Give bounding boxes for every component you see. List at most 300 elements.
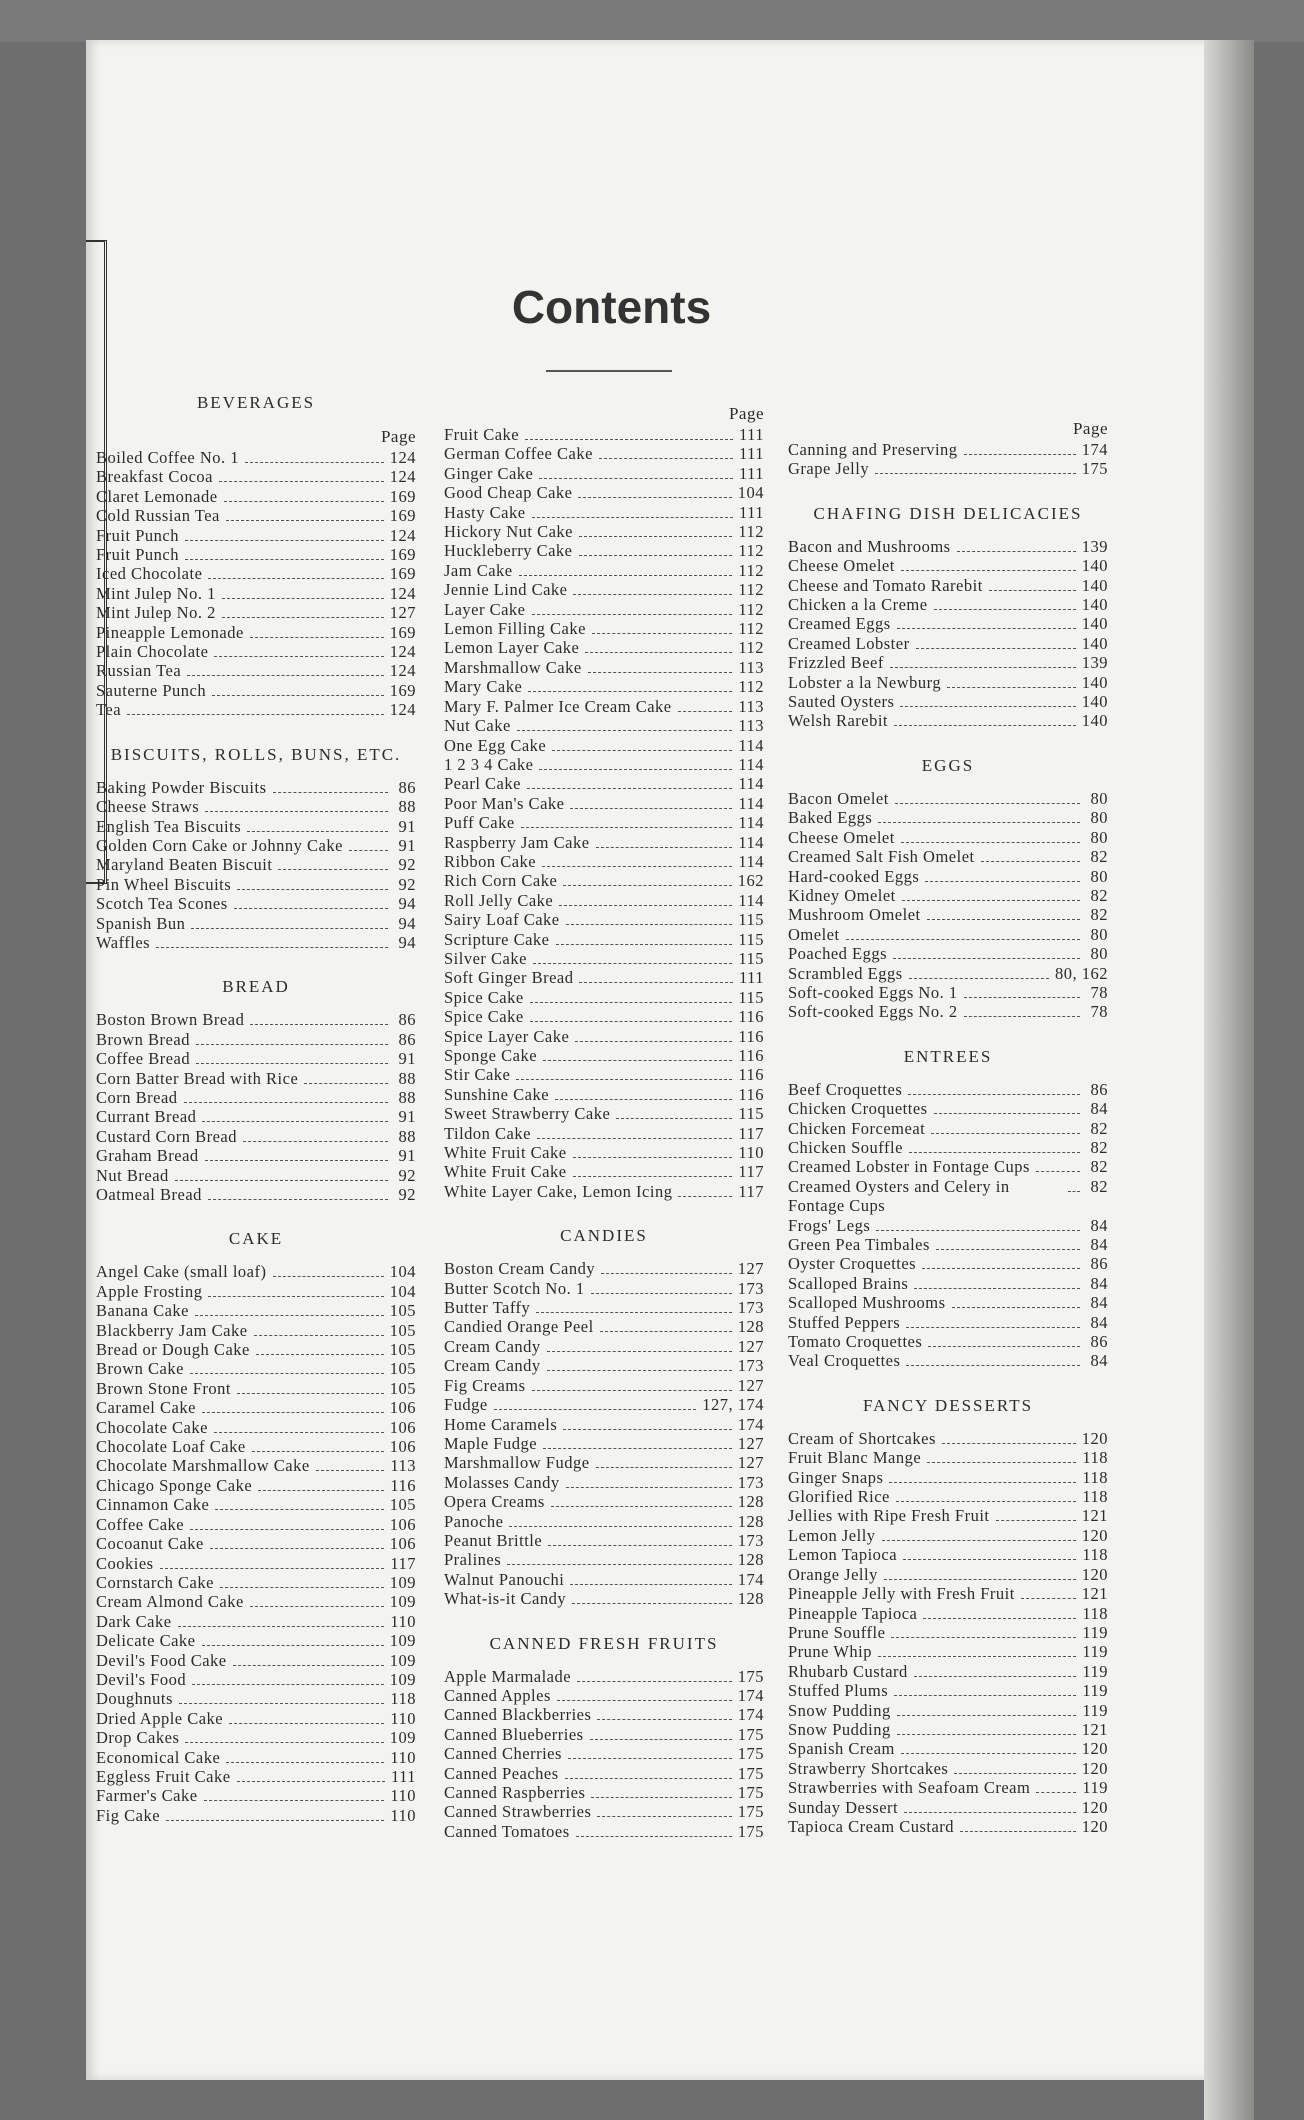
contents-entry	[96, 1398, 416, 1417]
entry-name: Dried Apple Cake	[96, 1708, 224, 1728]
entry-page-number: 82	[1090, 847, 1108, 867]
dot-leader	[588, 672, 733, 673]
entry-page-number: 140	[1081, 595, 1108, 615]
contents-entry	[444, 638, 764, 657]
dot-leader	[893, 958, 1080, 959]
contents-entry	[96, 875, 416, 894]
dot-leader	[925, 881, 1080, 882]
dot-leader	[573, 1157, 733, 1158]
entry-name: Waffles	[96, 932, 151, 952]
entry-page-number: 119	[1082, 1681, 1108, 1701]
page-column-label: Page	[380, 427, 416, 446]
entry-name: Sunday Dessert	[788, 1797, 899, 1817]
entry-name: Fruit Punch	[96, 525, 179, 545]
dot-leader	[678, 711, 733, 712]
dot-leader	[592, 633, 732, 634]
entry-page-number: 124	[389, 642, 416, 662]
entry-name: Good Cheap Cake	[444, 483, 573, 503]
entry-name: Snow Pudding	[788, 1719, 891, 1739]
entry-name: Stuffed Plums	[788, 1681, 889, 1701]
contents-entry	[788, 1177, 1108, 1216]
entry-name: Devil's Food Cake	[96, 1650, 227, 1670]
entry-name: Lemon Tapioca	[788, 1545, 898, 1565]
contents-entry	[788, 1138, 1108, 1157]
contents-entry	[788, 1778, 1108, 1797]
contents-entry	[444, 1802, 764, 1821]
dot-leader	[273, 792, 389, 793]
dot-leader	[542, 866, 732, 867]
contents-entry	[788, 1216, 1108, 1235]
contents-entry	[96, 1127, 416, 1146]
contents-entry	[96, 1476, 416, 1495]
dot-leader	[202, 1645, 384, 1646]
entry-page-number: 117	[738, 1181, 764, 1201]
dot-leader	[936, 1249, 1080, 1250]
entry-name: Tomato Croquettes	[788, 1332, 923, 1352]
contents-entry	[444, 1434, 764, 1453]
entry-page-number: 112	[738, 541, 764, 561]
dot-leader	[252, 1451, 384, 1452]
entry-list	[96, 778, 416, 953]
entry-page-number: 128	[737, 1492, 764, 1512]
entry-name: Ribbon Cake	[444, 851, 537, 871]
entry-name: Silver Cake	[444, 948, 527, 968]
contents-entry	[96, 1709, 416, 1728]
contents-entry	[788, 1642, 1108, 1661]
entry-name: Fruit Blanc Mange	[788, 1448, 922, 1468]
entry-page-number: 124	[389, 467, 416, 487]
dot-leader	[575, 1041, 732, 1042]
entry-page-number: 82	[1090, 885, 1108, 905]
entry-page-number: 109	[389, 1728, 416, 1748]
dot-leader	[896, 1501, 1077, 1502]
entry-name: Sauterne Punch	[96, 680, 207, 700]
entry-name: Fruit Punch	[96, 545, 179, 565]
dot-leader	[954, 1773, 1075, 1774]
entry-name: Lemon Layer Cake	[444, 638, 580, 658]
dot-leader	[906, 1327, 1080, 1328]
contents-entry	[788, 1506, 1108, 1525]
entry-name: Veal Croquettes	[788, 1351, 901, 1371]
contents-entry	[444, 833, 764, 852]
entry-page-number: 162	[737, 871, 764, 891]
entry-page-number: 86	[398, 1029, 416, 1049]
entry-name: Poor Man's Cake	[444, 793, 565, 813]
entry-page-number: 106	[389, 1534, 416, 1554]
entry-name: Puff Cake	[444, 813, 515, 833]
entry-page-number: 94	[398, 894, 416, 914]
contents-entry	[96, 1069, 416, 1088]
dot-leader	[532, 1390, 732, 1391]
contents-entry	[444, 910, 764, 929]
entry-list	[788, 440, 1108, 479]
entry-list	[444, 425, 764, 1201]
dot-leader	[900, 706, 1075, 707]
dot-leader	[573, 594, 732, 595]
contents-entry	[444, 813, 764, 832]
contents-entry	[444, 716, 764, 735]
entry-name: Bread or Dough Cake	[96, 1340, 250, 1360]
contents-entry	[788, 595, 1108, 614]
section-heading: BISCUITS, ROLLS, BUNS, ETC.	[110, 744, 402, 764]
entry-page-number: 119	[1082, 1661, 1108, 1681]
dot-leader	[570, 1584, 731, 1585]
dot-leader	[273, 1276, 384, 1277]
entry-name: Maryland Beaten Biscuit	[96, 855, 273, 875]
entry-page-number: 106	[389, 1437, 416, 1457]
contents-entry	[788, 1119, 1108, 1138]
entry-name: Oatmeal Bread	[96, 1185, 202, 1204]
entry-page-number: 114	[738, 813, 764, 833]
entry-name: Sweet Strawberry Cake	[444, 1104, 611, 1124]
dot-leader	[573, 1176, 733, 1177]
contents-entry	[444, 1298, 764, 1317]
entry-page-number: 118	[1082, 1448, 1108, 1468]
dot-leader	[304, 1083, 388, 1084]
entry-name: Opera Creams	[444, 1492, 545, 1512]
entry-page-number: 120	[1081, 1816, 1108, 1836]
section-heading: ENTREES	[903, 1046, 993, 1066]
contents-entry	[96, 1728, 416, 1747]
entry-name: Prune Whip	[788, 1642, 872, 1662]
entry-name: Mary F. Palmer Ice Cream Cake	[444, 696, 672, 716]
contents-entry	[788, 653, 1108, 672]
contents-entry	[96, 1359, 416, 1378]
entry-page-number: 127	[737, 1259, 764, 1279]
entry-page-number: 82	[1090, 1176, 1108, 1196]
entry-page-number: 86	[1090, 1332, 1108, 1352]
contents-entry	[96, 836, 416, 855]
entry-name: Blackberry Jam Cake	[96, 1320, 248, 1340]
contents-column-2	[444, 403, 764, 1841]
contents-entry	[96, 817, 416, 836]
entry-list	[788, 1080, 1108, 1371]
entry-page-number: 112	[738, 638, 764, 658]
entry-page-number: 82	[1090, 1137, 1108, 1157]
dot-leader	[591, 1797, 731, 1798]
contents-entry	[96, 1573, 416, 1592]
entry-name: Scalloped Mushrooms	[788, 1293, 946, 1313]
entry-name: Cheese Omelet	[788, 827, 895, 847]
entry-name: Cheese and Tomato Rarebit	[788, 575, 983, 595]
dot-leader	[1036, 1792, 1076, 1793]
contents-entry	[788, 614, 1108, 633]
entry-name: Corn Batter Bread with Rice	[96, 1068, 299, 1088]
entry-page-number: 124	[389, 700, 416, 720]
entry-name: Chicken Forcemeat	[788, 1118, 926, 1138]
entry-name: White Fruit Cake	[444, 1143, 567, 1163]
dot-leader	[878, 1656, 1076, 1657]
dot-leader	[964, 997, 1080, 998]
entry-name: Apple Frosting	[96, 1281, 203, 1301]
entry-page-number: 119	[1082, 1642, 1108, 1662]
entry-name: Soft-cooked Eggs No. 1	[788, 982, 958, 1002]
entry-page-number: 118	[390, 1689, 416, 1709]
dot-leader	[563, 1429, 731, 1430]
entry-page-number: 104	[737, 483, 764, 503]
entry-name: Canning and Preserving	[788, 440, 958, 459]
entry-page-number: 94	[398, 932, 416, 952]
dot-leader	[563, 885, 731, 886]
entry-name: What-is-it Candy	[444, 1589, 567, 1609]
entry-page-number: 111	[390, 1766, 416, 1786]
contents-entry	[96, 1612, 416, 1631]
dot-leader	[902, 900, 1080, 901]
contents-entry	[444, 1725, 764, 1744]
entry-page-number: 128	[737, 1317, 764, 1337]
contents-entry	[96, 1146, 416, 1165]
entry-name: Tildon Cake	[444, 1123, 531, 1143]
entry-name: Hickory Nut Cake	[444, 522, 573, 542]
entry-name: Baking Powder Biscuits	[96, 777, 267, 797]
dot-leader	[250, 1606, 384, 1607]
entry-page-number: 109	[389, 1650, 416, 1670]
entry-page-number: 91	[398, 1107, 416, 1127]
entry-name: Baked Eggs	[788, 808, 873, 828]
dot-leader	[185, 559, 384, 560]
entry-name: Graham Bread	[96, 1146, 199, 1166]
section-heading: CAKE	[228, 1229, 284, 1249]
entry-name: Kidney Omelet	[788, 885, 896, 905]
contents-column-3	[788, 418, 1108, 1836]
entry-page-number: 121	[1081, 1584, 1108, 1604]
entry-page-number: 112	[738, 599, 764, 619]
entry-name: Butter Taffy	[444, 1298, 531, 1318]
entry-page-number: 118	[1082, 1545, 1108, 1565]
entry-name: Lobster a la Newburg	[788, 672, 942, 692]
title-rule	[546, 370, 672, 372]
contents-entry	[444, 930, 764, 949]
entry-name: Canned Peaches	[444, 1763, 559, 1783]
dot-leader	[566, 924, 733, 925]
entry-page-number: 80, 162	[1055, 963, 1108, 983]
entry-page-number: 120	[1081, 1525, 1108, 1545]
entry-name: Cheese Straws	[96, 797, 200, 817]
entry-page-number: 121	[1081, 1506, 1108, 1526]
entry-page-number: 88	[398, 1126, 416, 1146]
entry-name: Frizzled Beef	[788, 653, 884, 673]
contents-entry	[444, 1046, 764, 1065]
entry-page-number: 140	[1081, 633, 1108, 653]
entry-page-number: 86	[398, 1010, 416, 1030]
entry-name: 1 2 3 4 Cake	[444, 754, 534, 774]
entry-name: Soft-cooked Eggs No. 2	[788, 1002, 958, 1022]
entry-page-number: 91	[398, 835, 416, 855]
contents-entry	[788, 1759, 1108, 1778]
dot-leader	[578, 497, 731, 498]
entry-name: Lemon Jelly	[788, 1525, 876, 1545]
dot-leader	[530, 1021, 733, 1022]
dot-leader	[233, 1665, 384, 1666]
entry-page-number: 113	[738, 696, 764, 716]
entry-name: Creamed Oysters and Celery in Fontage Cups	[788, 1176, 1010, 1216]
contents-entry	[96, 1418, 416, 1437]
contents-entry	[788, 789, 1108, 808]
entry-name: Chicken Croquettes	[788, 1099, 928, 1119]
contents-entry	[96, 1088, 416, 1107]
contents-entry	[96, 1786, 416, 1805]
entry-name: Creamed Salt Fish Omelet	[788, 847, 975, 867]
entry-name: Omelet	[788, 924, 840, 944]
contents-entry	[96, 1262, 416, 1281]
dot-leader	[947, 687, 1076, 688]
entry-name: White Layer Cake, Lemon Icing	[444, 1181, 673, 1201]
contents-entry	[788, 711, 1108, 730]
entry-name: Fig Cake	[96, 1805, 161, 1825]
entry-name: Cold Russian Tea	[96, 506, 220, 526]
entry-page-number: 173	[737, 1472, 764, 1492]
dot-leader	[566, 1487, 732, 1488]
entry-name: Brown Stone Front	[96, 1378, 232, 1398]
contents-entry	[788, 1002, 1108, 1021]
dot-leader	[179, 1703, 384, 1704]
dot-leader	[548, 1545, 732, 1546]
contents-entry	[96, 661, 416, 680]
entry-name: Glorified Rice	[788, 1487, 890, 1507]
dot-leader	[532, 614, 733, 615]
contents-entry	[444, 755, 764, 774]
entry-page-number: 140	[1081, 556, 1108, 576]
dot-leader	[222, 598, 384, 599]
entry-name: Panoche	[444, 1511, 504, 1531]
entry-name: Coffee Cake	[96, 1514, 185, 1534]
entry-name: Roll Jelly Cake	[444, 890, 554, 910]
dot-leader	[678, 1196, 732, 1197]
entry-page-number: 116	[390, 1475, 416, 1495]
entry-page-number: 78	[1090, 982, 1108, 1002]
entry-page-number: 84	[1090, 1293, 1108, 1313]
contents-entry	[444, 444, 764, 463]
dot-leader	[906, 1365, 1080, 1366]
contents-entry	[444, 1007, 764, 1026]
contents-entry	[96, 1437, 416, 1456]
dot-leader	[316, 1470, 385, 1471]
contents-entry	[444, 1764, 764, 1783]
dot-leader	[196, 1044, 388, 1045]
dot-leader	[914, 1288, 1080, 1289]
entry-page-number: 121	[1081, 1719, 1108, 1739]
contents-entry	[444, 1027, 764, 1046]
entry-name: Scalloped Brains	[788, 1273, 909, 1293]
dot-leader	[521, 827, 733, 828]
contents-entry	[444, 949, 764, 968]
dot-leader	[222, 617, 384, 618]
contents-entry	[96, 1030, 416, 1049]
contents-entry	[96, 1534, 416, 1553]
contents-entry	[788, 1274, 1108, 1293]
entry-page-number: 109	[389, 1631, 416, 1651]
entry-name: Sairy Loaf Cake	[444, 910, 560, 930]
contents-entry	[788, 1662, 1108, 1681]
contents-entry	[96, 545, 416, 564]
entry-page-number: 116	[738, 1046, 764, 1065]
entry-page-number: 115	[738, 910, 764, 930]
entry-name: Pin Wheel Biscuits	[96, 874, 232, 894]
entry-name: Sponge Cake	[444, 1046, 538, 1065]
dot-leader	[202, 1121, 388, 1122]
contents-entry	[444, 1531, 764, 1550]
dot-leader	[547, 1351, 732, 1352]
entry-name: Pineapple Tapioca	[788, 1603, 918, 1623]
contents-entry	[788, 1817, 1108, 1836]
entry-name: Ginger Snaps	[788, 1467, 884, 1487]
entry-name: Jennie Lind Cake	[444, 580, 568, 600]
contents-entry	[444, 1667, 764, 1686]
contents-entry	[96, 700, 416, 719]
entry-page-number: 124	[389, 661, 416, 681]
contents-entry	[788, 1584, 1108, 1603]
contents-entry	[444, 1453, 764, 1472]
entry-page-number: 174	[737, 1685, 764, 1705]
entry-page-number: 110	[390, 1786, 416, 1806]
dot-leader	[927, 1462, 1076, 1463]
entry-page-number: 140	[1081, 692, 1108, 712]
entry-page-number: 169	[389, 506, 416, 526]
contents-entry	[444, 891, 764, 910]
entry-page-number: 84	[1090, 1351, 1108, 1371]
dot-leader	[960, 1831, 1076, 1832]
dot-leader	[237, 1393, 384, 1394]
entry-page-number: 128	[737, 1589, 764, 1609]
dot-leader	[891, 1637, 1076, 1638]
entry-page-number: 114	[738, 774, 764, 794]
dot-leader	[889, 1482, 1076, 1483]
entry-name: Poached Eggs	[788, 944, 888, 964]
contents-entry	[444, 522, 764, 541]
entry-name: Stuffed Peppers	[788, 1312, 901, 1332]
entry-page-number: 127	[737, 1453, 764, 1473]
contents-entry	[444, 1104, 764, 1123]
page-edge-shadow	[1204, 40, 1254, 2120]
dot-leader	[245, 462, 384, 463]
dot-leader	[205, 811, 388, 812]
contents-entry	[788, 537, 1108, 556]
dot-leader	[914, 1676, 1077, 1677]
entry-name: Cinnamon Cake	[96, 1495, 210, 1515]
entry-name: Bacon Omelet	[788, 788, 889, 808]
dot-leader	[927, 919, 1080, 920]
dot-leader	[178, 1626, 385, 1627]
entry-name: Spice Layer Cake	[444, 1026, 570, 1046]
contents-entry	[444, 1744, 764, 1763]
contents-entry	[444, 541, 764, 560]
contents-entry	[96, 1689, 416, 1708]
dot-leader	[247, 831, 388, 832]
dot-leader	[952, 1307, 1080, 1308]
entry-page-number: 111	[738, 444, 764, 464]
entry-name: Canned Tomatoes	[444, 1821, 570, 1841]
dot-leader	[258, 1490, 384, 1491]
entry-name: Plain Chocolate	[96, 642, 209, 662]
entry-name: Economical Cake	[96, 1747, 221, 1767]
contents-entry	[444, 697, 764, 716]
entry-name: Iced Chocolate	[96, 564, 203, 584]
entry-page-number: 84	[1090, 1099, 1108, 1119]
entry-name: Cream Candy	[444, 1336, 541, 1356]
entry-page-number: 105	[389, 1359, 416, 1379]
dot-leader	[539, 478, 733, 479]
entry-page-number: 106	[389, 1514, 416, 1534]
contents-entry	[96, 642, 416, 661]
entry-name: Chocolate Cake	[96, 1417, 208, 1437]
entry-name: Boiled Coffee No. 1	[96, 448, 240, 467]
entry-list	[96, 448, 416, 720]
contents-entry	[96, 448, 416, 467]
entry-page-number: 120	[1081, 1797, 1108, 1817]
entry-name: Huckleberry Cake	[444, 541, 573, 561]
dot-leader	[190, 1529, 384, 1530]
entry-page-number: 92	[398, 874, 416, 894]
